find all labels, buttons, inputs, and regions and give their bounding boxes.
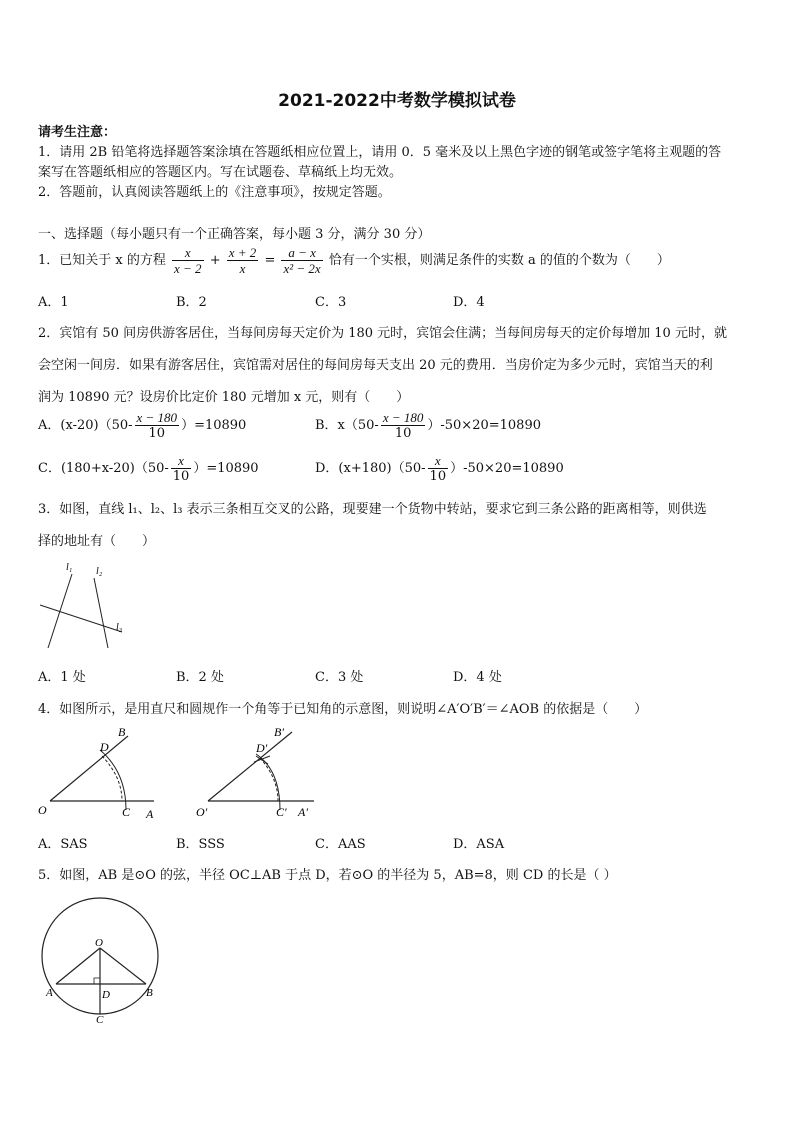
q2-line-3: 润为 10890 元？设房价比定价 180 元增加 x 元，则有（ ） (38, 390, 410, 405)
q2-option-d[interactable]: D．(x+180)（50- $\frac{x}{10}$ ）-50×20=10890 (315, 453, 564, 484)
radius-ob (100, 948, 146, 984)
ray-ob (50, 736, 128, 801)
question-1-stem (38, 245, 670, 276)
q4-option-d[interactable]: D．ASA (453, 837, 505, 852)
label-b-prime: B′ (274, 725, 284, 739)
notice-line-1b: 案写在答题纸相应的答题区内。写在试题卷、草稿纸上均无效。 (38, 165, 403, 180)
q1-fraction-2: $\frac{x + 2}{x}$ (228, 245, 257, 276)
label-b: B (118, 725, 126, 739)
q5-stem: 5．如图，AB 是⊙O 的弦，半径 OC⊥AB 于点 D，若⊙O 的半径为 5，AB=8，则 CD 的长是（ ） (38, 868, 617, 883)
label-o: O (95, 937, 103, 949)
q4-option-a[interactable]: A．SAS (38, 837, 88, 852)
q2-line-1: 2．宾馆有 50 间房供游客居住，当每间房每天定价为 180 元时，宾馆会住满；当每间房每天的定价每增加 10 元时，就 (38, 326, 727, 341)
q3-option-c[interactable]: C．3 处 (315, 670, 364, 685)
q1-option-c[interactable]: C．3 (315, 295, 347, 310)
notice-line-1a: 1．请用 2B 铅笔将选择题答案涂填在答题纸相应位置上，请用 0．5 毫米及以上黑色字迹的钢笔或签字笔将主观题的答 (38, 145, 722, 160)
q3-option-b[interactable]: B．2 处 (176, 670, 224, 685)
label-a: A (146, 807, 154, 821)
q3-line-2: 择的地址有（ ） (38, 534, 156, 549)
q4-stem: 4．如图所示，是用直尺和圆规作一个角等于已知角的示意图，则说明∠A′O′B′＝∠AOB 的依据是（ ） (38, 702, 648, 717)
label-c-prime: C′ (276, 805, 287, 819)
ray-o-prime-b-prime (208, 732, 292, 801)
q1-text-post: 恰有一个实根，则满足条件的实数 a 的值的个数为（ ） (328, 253, 670, 268)
label-d: D (100, 740, 109, 754)
line-l2 (94, 578, 108, 648)
q4-option-b[interactable]: B．SSS (176, 837, 225, 852)
q3-option-a[interactable]: A．1 处 (38, 670, 86, 685)
q5-circle-figure (38, 892, 162, 1024)
q1-option-b[interactable]: B．2 (176, 295, 207, 310)
q3-line-1: 3．如图，直线 l₁、l₂、l₃ 表示三条相互交叉的公路，现要建一个货物中转站，要求它到三条公路的距离相等，则供选 (38, 502, 707, 517)
q4-option-c[interactable]: C．AAS (315, 837, 366, 852)
q4-original-angle-figure (34, 722, 164, 822)
plus-sign: + (209, 253, 221, 268)
label-d-prime: D′ (256, 741, 268, 755)
label-l3: l₃ (116, 622, 123, 633)
label-c: C (122, 805, 131, 819)
q2-line-2: 会空闲一间房．如果有游客居住，宾馆需对居住的每间房每天支出 20 元的费用．当房价定为多少元时，宾馆当天的利 (38, 358, 713, 373)
q1-fraction-1: $\frac{x}{x - 2}$ (174, 245, 202, 276)
line-l3 (40, 605, 122, 632)
q3-option-d[interactable]: D．4 处 (453, 670, 502, 685)
equals-sign: = (264, 253, 276, 268)
label-a: A (46, 987, 53, 999)
q1-option-a[interactable]: A．1 (38, 295, 69, 310)
q2-option-b[interactable]: B．x（50- $\frac{x - 180}{10}$ ）-50×20=10890 (315, 410, 541, 441)
q2-option-c[interactable]: C．(180+x-20)（50- $\frac{x}{10}$ ）=10890 (38, 453, 259, 484)
label-l1: l₁ (66, 562, 73, 573)
label-d: D (102, 989, 110, 1001)
label-c: C (96, 1014, 104, 1024)
label-b: B (146, 987, 153, 999)
label-a-prime: A′ (298, 805, 308, 819)
notice-line-2: 2．答题前，认真阅读答题纸上的《注意事项》，按规定答题。 (38, 185, 391, 200)
label-o-prime: O′ (196, 805, 208, 819)
q1-fraction-3: $\frac{a - x}{\text{x² − 2x}}$ (283, 245, 321, 276)
right-angle-mark (94, 978, 100, 984)
q3-three-lines-figure (34, 558, 134, 654)
section-heading: 一、选择题（每小题只有一个正确答案，每小题 3 分，满分 30 分） (38, 227, 431, 242)
notice-heading: 请考生注意： (38, 125, 117, 140)
q4-constructed-angle-figure (194, 722, 324, 822)
q1-option-d[interactable]: D．4 (453, 295, 485, 310)
q1-text-pre: 1．已知关于 x 的方程 (38, 253, 166, 268)
line-l1 (48, 574, 72, 648)
exam-title: 2021-2022中考数学模拟试卷 (278, 91, 516, 111)
q2-option-a[interactable]: A．(x-20)（50- $\frac{x - 180}{10}$ ）=10890 (38, 410, 247, 441)
label-l2: l₂ (96, 566, 103, 577)
radius-oa (56, 948, 100, 984)
label-o: O (38, 803, 47, 817)
